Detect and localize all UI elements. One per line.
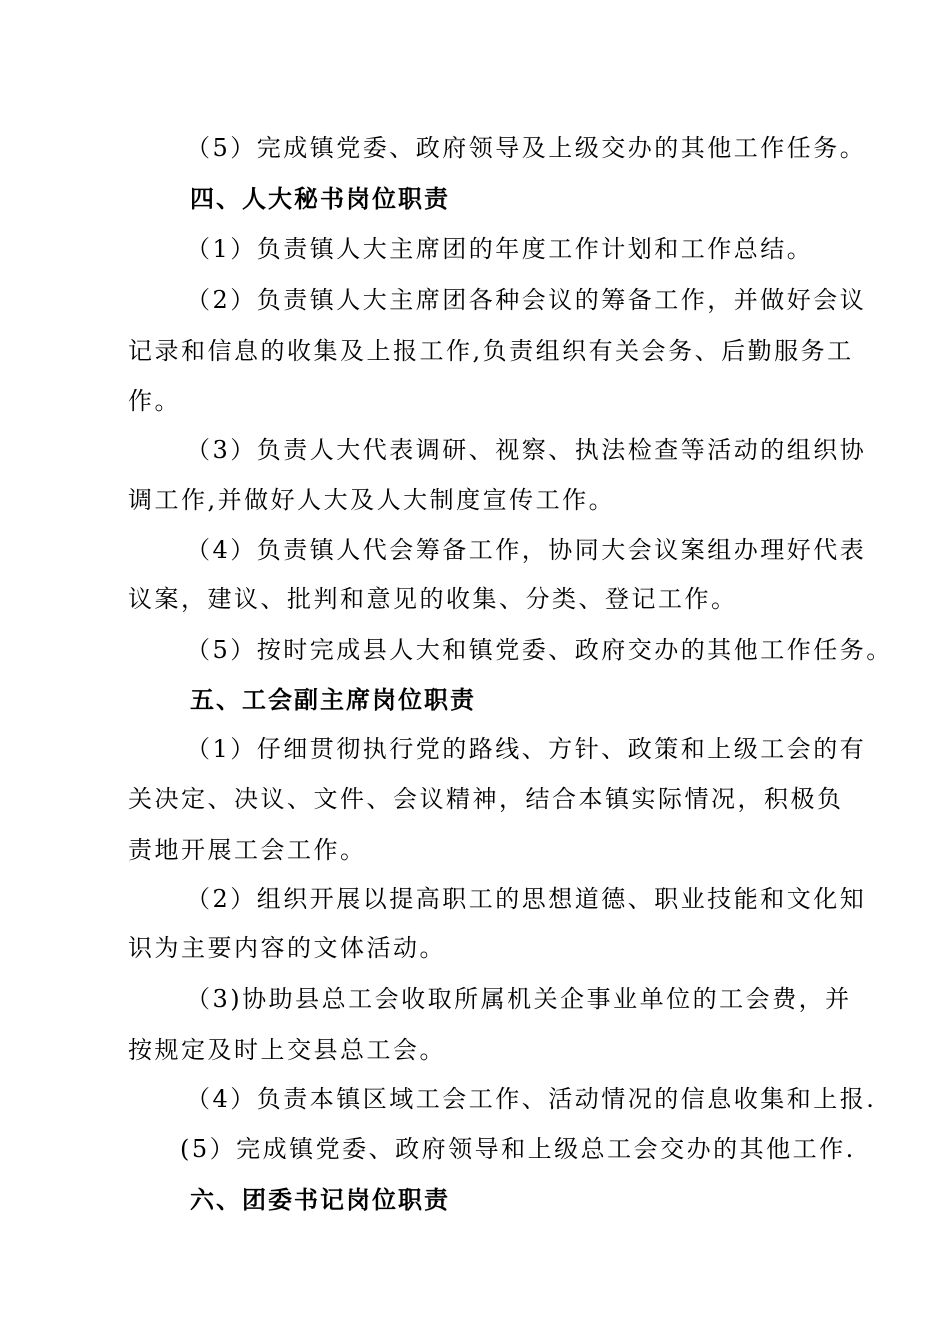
duty-item-4-3: （3）负责人大代表调研、视察、执法检查等活动的组织协: [186, 436, 867, 464]
section-heading-4: 四、人大秘书岗位职责: [190, 184, 450, 213]
duty-item-3-5: （5）完成镇党委、政府领导及上级交办的其他工作任务。: [186, 134, 867, 162]
duty-item-5-3: （3)协助县总工会收取所属机关企事业单位的工会费，并: [186, 985, 852, 1013]
duty-item-4-2: （2）负责镇人大主席团各种会议的筹备工作，并做好会议: [186, 286, 867, 314]
duty-item-5-4: （4）负责本镇区域工会工作、活动情况的信息收集和上报.: [186, 1085, 877, 1113]
duty-item-4-5: （5）按时完成县人大和镇党委、政府交办的其他工作任务。: [186, 636, 893, 664]
duty-item-5-1: （1）仔细贯彻执行党的路线、方针、政策和上级工会的有: [186, 735, 867, 763]
duty-item-4-4-cont: 议案，建议、批判和意见的收集、分类、登记工作。: [128, 585, 738, 613]
duty-item-4-2-cont: 作。: [128, 387, 181, 415]
section-heading-5: 五、工会副主席岗位职责: [190, 685, 476, 714]
duty-item-5-5: (5）完成镇党委、政府领导和上级总工会交办的其他工作.: [180, 1135, 856, 1163]
duty-item-4-4: （4）负责镇人代会筹备工作，协同大会议案组办理好代表: [186, 536, 867, 564]
duty-item-4-2-cont: 记录和信息的收集及上报工作,负责组织有关会务、后勤服务工: [128, 337, 854, 365]
section-heading-6: 六、团委书记岗位职责: [190, 1185, 450, 1214]
duty-item-5-1-cont: 责地开展工会工作。: [128, 836, 367, 864]
duty-item-5-2-cont: 识为主要内容的文体活动。: [128, 934, 446, 962]
duty-item-4-1: （1）负责镇人大主席团的年度工作计划和工作总结。: [186, 235, 814, 263]
duty-item-4-3-cont: 调工作,并做好人大及人大制度宣传工作。: [128, 486, 616, 514]
duty-item-5-3-cont: 按规定及时上交县总工会。: [128, 1036, 446, 1064]
duty-item-5-1-cont: 关决定、决议、文件、会议精神，结合本镇实际情况，积极负: [128, 785, 844, 813]
duty-item-5-2: （2）组织开展以提高职工的思想道德、职业技能和文化知: [186, 885, 867, 913]
